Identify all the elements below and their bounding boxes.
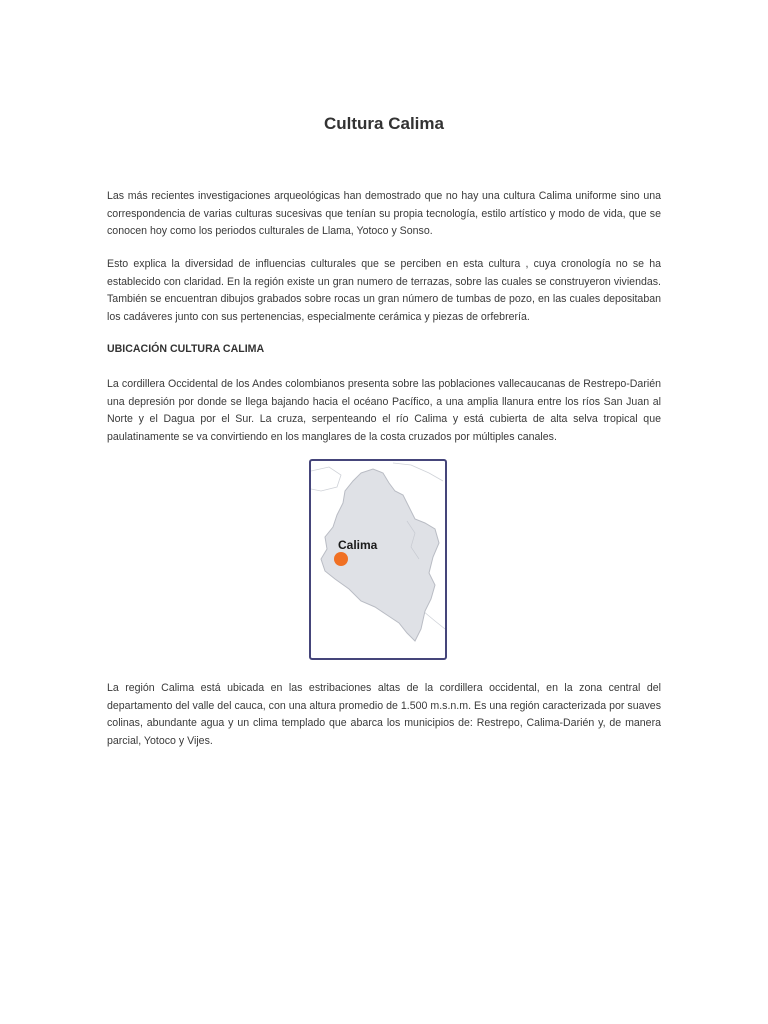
section-heading-ubicacion: UBICACIÓN CULTURA CALIMA [107, 343, 265, 355]
page-title: Cultura Calima [324, 114, 444, 133]
location-paragraph-2: La región Calima está ubicada en las estribaciones altas de la cordillera occidental, en la zona central del departamento del valle del cauca, con una altura promedio de 1.500 m.s.n.m. Es una región caracterizada por suaves colinas, abundante agua y un clima templado que abarca los municipios de: Restrepo, Calima-Darién y, de manera parcial, Yotoco y Vijes. [107, 682, 661, 747]
intro-paragraph-2: Esto explica la diversidad de influencias culturales que se perciben en esta cultura , cuya cronología no se ha establecido con claridad. En la región existe un gran numero de terrazas, sobre las cuales se construyeron viviendas. También se encuentran dibujos grabados sobre rocas un gran número de tumbas de pozo, en las cuales depositaban los cadáveres junto con sus pertenencias, especialmente cerámica y piezas de orfebrería. [107, 258, 661, 323]
calima-map-label: Calima [338, 538, 378, 552]
neighbor-border-brazil [423, 611, 445, 629]
colombia-map-figure [309, 459, 447, 660]
intro-paragraph-1: Las más recientes investigaciones arqueológicas han demostrado que no hay una cultura Calima uniforme sino una correspondencia de varias culturas sucesivas que tenían su propia tecnología, estilo artístico y modo de vida, que se conocen hoy como los periodos culturales de Llama, Yotoco y Sonso. [107, 190, 661, 237]
neighbor-border-venezuela [393, 463, 443, 481]
neighbor-border-panama [311, 467, 341, 491]
calima-location-marker [334, 552, 348, 566]
colombia-map-svg [311, 461, 445, 658]
location-paragraph-1: La cordillera Occidental de los Andes colombianos presenta sobre las poblaciones vallecaucanas de Restrepo-Darién una depresión por donde se llega bajando hacia el océano Pacífico, a una amplia llanura entre los ríos San Juan al Norte y el Dagua por el Sur. La cruza, serpenteando el río Calima y está cubierta de alta selva tropical que paulatinamente se va convirtiendo en los manglares de la costa cruzados por múltiples canales. [107, 378, 661, 443]
